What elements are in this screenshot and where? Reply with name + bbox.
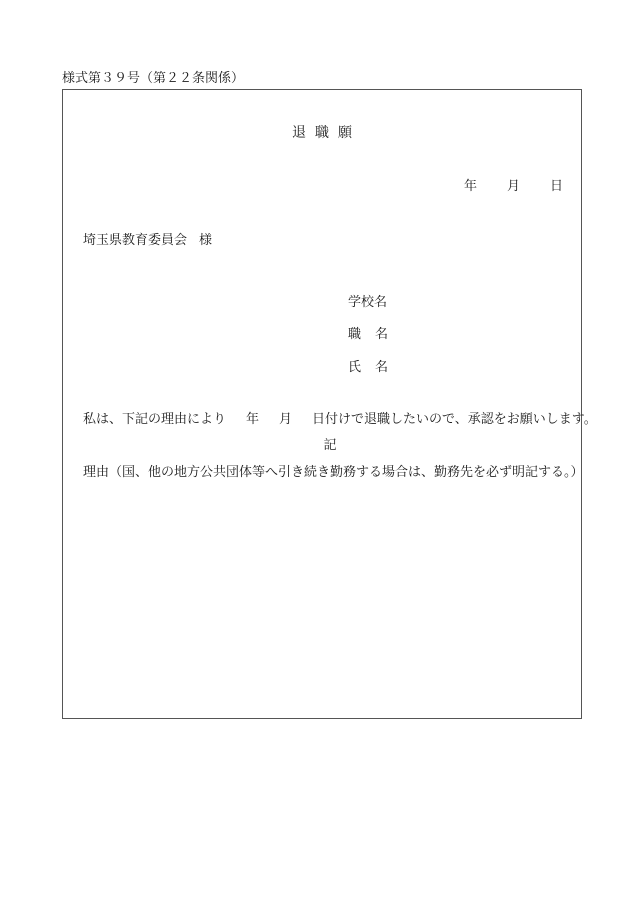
form-frame: [62, 89, 597, 719]
date-year-label: 年: [463, 179, 477, 194]
addressee: [83, 229, 212, 248]
addressee-honorific: 様: [199, 233, 213, 248]
statement-part1: 私は、下記の理由により: [83, 412, 227, 427]
applicant-name-label: 氏名: [348, 360, 403, 375]
applicant-school-label: 学校名: [348, 295, 388, 310]
addressee-name: 埼玉県教育委員会: [83, 233, 188, 248]
date-month-label: 月: [506, 179, 520, 194]
form-number: 様式第３９号（第２２条関係）: [62, 71, 245, 86]
reason-label: 理由（国、他の地方公共団体等へ引き続き勤務する場合は、勤務先を必ず明記する。）: [83, 465, 584, 480]
statement-year: 年: [246, 412, 260, 427]
page-title: 退職願: [292, 125, 361, 141]
statement-part2: 日付けで退職したいので、承認をお願いします。: [312, 412, 597, 427]
statement-month: 月: [279, 412, 293, 427]
date-day-label: 日: [549, 179, 563, 194]
date-row: [464, 175, 563, 194]
record-heading: 記: [323, 438, 337, 453]
applicant-position-label: 職名: [348, 327, 403, 342]
statement: [83, 408, 597, 427]
